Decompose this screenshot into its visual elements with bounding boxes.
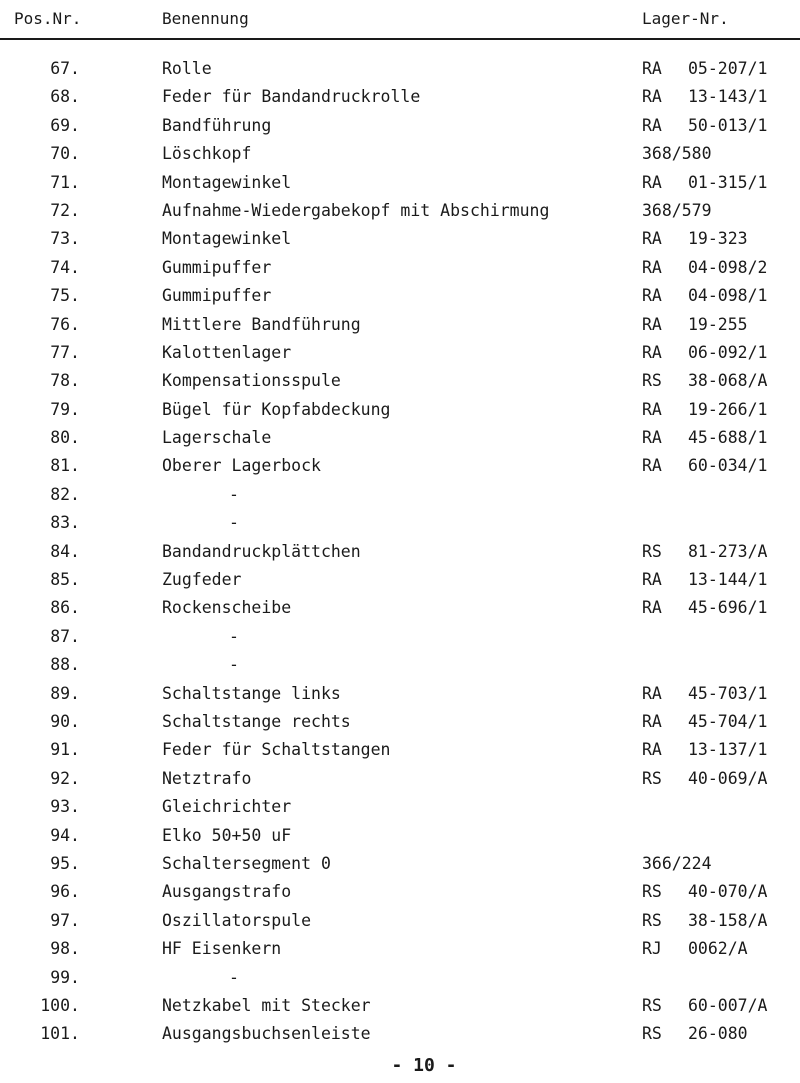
header-benennung: Benennung xyxy=(162,9,249,28)
lager-prefix: RA xyxy=(642,115,662,135)
lager-prefix: RA xyxy=(642,598,662,618)
pos-nr: 73. xyxy=(50,229,80,249)
pos-nr: 72. xyxy=(50,200,80,220)
pos-nr: 78. xyxy=(50,371,80,391)
lager-number: 04-098/2 xyxy=(688,257,768,277)
pos-nr: 69. xyxy=(50,115,80,135)
table-row xyxy=(0,314,800,342)
part-name: Kalottenlager xyxy=(162,342,292,362)
pos-nr: 98. xyxy=(50,939,80,959)
table-row xyxy=(0,881,800,909)
pos-nr: 85. xyxy=(50,570,80,590)
part-name: Rolle xyxy=(162,59,212,78)
lager-number: 13-144/1 xyxy=(688,570,768,590)
table-row xyxy=(0,172,800,200)
table-header xyxy=(0,9,800,33)
lager-number: 368/580 xyxy=(642,144,712,164)
pos-nr: 77. xyxy=(50,342,80,362)
table-row xyxy=(0,58,800,86)
table-row xyxy=(0,711,800,739)
part-name: Bandandruckplättchen xyxy=(162,541,361,561)
part-name: Oszillatorspule xyxy=(162,910,312,930)
pos-nr: 76. xyxy=(50,314,80,334)
table-row xyxy=(0,257,800,285)
lager-number: 01-315/1 xyxy=(688,172,768,192)
lager-number: 40-069/A xyxy=(688,768,768,788)
part-name: - xyxy=(229,513,239,533)
lager-number: 13-137/1 xyxy=(688,740,768,760)
table-row xyxy=(0,200,800,228)
pos-nr: 80. xyxy=(50,428,80,448)
lager-number: 05-207/1 xyxy=(688,59,768,78)
table-row xyxy=(0,768,800,796)
part-name: Feder für Schaltstangen xyxy=(162,740,391,760)
lager-prefix: RS xyxy=(642,541,662,561)
pos-nr: 100. xyxy=(40,995,80,1015)
table-row xyxy=(0,285,800,313)
table-row xyxy=(0,115,800,143)
table-row xyxy=(0,569,800,597)
pos-nr: 91. xyxy=(50,740,80,760)
part-name: Aufnahme-Wiedergabekopf mit Abschirmung xyxy=(162,200,550,220)
part-name: Ausgangsbuchsenleiste xyxy=(162,1024,371,1044)
header-divider xyxy=(0,38,800,40)
lager-number: 45-696/1 xyxy=(688,598,768,618)
part-name: Elko 50+50 uF xyxy=(162,825,292,845)
lager-prefix: RA xyxy=(642,59,662,78)
table-row xyxy=(0,541,800,569)
pos-nr: 84. xyxy=(50,541,80,561)
part-name: Kompensationsspule xyxy=(162,371,341,391)
part-name: Bügel für Kopfabdeckung xyxy=(162,399,391,419)
table-row xyxy=(0,683,800,711)
lager-prefix: RS xyxy=(642,882,662,902)
table-row xyxy=(0,626,800,654)
lager-prefix: RS xyxy=(642,995,662,1015)
lager-number: 40-070/A xyxy=(688,882,768,902)
lager-number: 366/224 xyxy=(642,853,712,873)
lager-number: 04-098/1 xyxy=(688,286,768,306)
header-pos-nr: Pos.Nr. xyxy=(14,9,82,28)
pos-nr: 67. xyxy=(50,59,80,78)
pos-nr: 92. xyxy=(50,768,80,788)
pos-nr: 81. xyxy=(50,456,80,476)
pos-nr: 87. xyxy=(50,626,80,646)
lager-prefix: RJ xyxy=(642,939,662,959)
table-row xyxy=(0,143,800,171)
pos-nr: 93. xyxy=(50,797,80,817)
part-name: - xyxy=(229,655,239,675)
lager-prefix: RS xyxy=(642,371,662,391)
table-row xyxy=(0,484,800,512)
table-row xyxy=(0,597,800,625)
parts-table xyxy=(0,58,800,1052)
lager-prefix: RA xyxy=(642,740,662,760)
lager-number: 19-266/1 xyxy=(688,399,768,419)
pos-nr: 88. xyxy=(50,655,80,675)
lager-prefix: RS xyxy=(642,1024,662,1044)
pos-nr: 70. xyxy=(50,144,80,164)
lager-prefix: RS xyxy=(642,910,662,930)
lager-number: 26-080 xyxy=(688,1024,748,1044)
table-row xyxy=(0,910,800,938)
table-row xyxy=(0,399,800,427)
lager-number: 38-158/A xyxy=(688,910,768,930)
lager-prefix: RA xyxy=(642,570,662,590)
part-name: Bandführung xyxy=(162,115,272,135)
pos-nr: 99. xyxy=(50,967,80,987)
part-name: Schaltersegment 0 xyxy=(162,853,331,873)
part-name: Ausgangstrafo xyxy=(162,882,292,902)
table-row xyxy=(0,853,800,881)
pos-nr: 89. xyxy=(50,683,80,703)
pos-nr: 83. xyxy=(50,513,80,533)
lager-number: 19-323 xyxy=(688,229,748,249)
part-name: - xyxy=(229,484,239,504)
part-name: Gleichrichter xyxy=(162,797,292,817)
table-row xyxy=(0,825,800,853)
page-footer xyxy=(0,1055,800,1076)
table-row xyxy=(0,86,800,114)
pos-nr: 90. xyxy=(50,711,80,731)
part-name: - xyxy=(229,967,239,987)
part-name: HF Eisenkern xyxy=(162,939,282,959)
lager-prefix: RA xyxy=(642,683,662,703)
table-row xyxy=(0,796,800,824)
table-row xyxy=(0,938,800,966)
lager-number: 45-704/1 xyxy=(688,711,768,731)
lager-prefix: RA xyxy=(642,711,662,731)
table-row xyxy=(0,739,800,767)
pos-nr: 74. xyxy=(50,257,80,277)
table-row xyxy=(0,654,800,682)
part-name: Montagewinkel xyxy=(162,229,292,249)
lager-prefix: RA xyxy=(642,456,662,476)
lager-number: 45-703/1 xyxy=(688,683,768,703)
lager-number: 81-273/A xyxy=(688,541,768,561)
part-name: Feder für Bandandruckrolle xyxy=(162,87,421,107)
part-name: Zugfeder xyxy=(162,570,242,590)
part-name: - xyxy=(229,626,239,646)
lager-prefix: RA xyxy=(642,172,662,192)
pos-nr: 95. xyxy=(50,853,80,873)
page-number: - 10 - xyxy=(391,1055,457,1076)
pos-nr: 79. xyxy=(50,399,80,419)
table-row xyxy=(0,995,800,1023)
table-row xyxy=(0,342,800,370)
pos-nr: 97. xyxy=(50,910,80,930)
pos-nr: 96. xyxy=(50,882,80,902)
part-name: Löschkopf xyxy=(162,144,252,164)
part-name: Rockenscheibe xyxy=(162,598,292,618)
part-name: Gummipuffer xyxy=(162,257,272,277)
table-row xyxy=(0,455,800,483)
lager-number: 45-688/1 xyxy=(688,428,768,448)
lager-prefix: RA xyxy=(642,257,662,277)
pos-nr: 71. xyxy=(50,172,80,192)
pos-nr: 86. xyxy=(50,598,80,618)
part-name: Lagerschale xyxy=(162,428,272,448)
lager-prefix: RA xyxy=(642,428,662,448)
part-name: Montagewinkel xyxy=(162,172,292,192)
table-row xyxy=(0,512,800,540)
table-row xyxy=(0,427,800,455)
lager-number: 06-092/1 xyxy=(688,342,768,362)
lager-number: 38-068/A xyxy=(688,371,768,391)
part-name: Schaltstange links xyxy=(162,683,341,703)
lager-prefix: RA xyxy=(642,399,662,419)
part-name: Netztrafo xyxy=(162,768,252,788)
table-row xyxy=(0,967,800,995)
lager-number: 60-034/1 xyxy=(688,456,768,476)
pos-nr: 68. xyxy=(50,87,80,107)
part-name: Netzkabel mit Stecker xyxy=(162,995,371,1015)
lager-prefix: RA xyxy=(642,342,662,362)
lager-prefix: RA xyxy=(642,87,662,107)
table-row xyxy=(0,370,800,398)
lager-prefix: RA xyxy=(642,286,662,306)
table-row xyxy=(0,1023,800,1051)
header-lager-nr: Lager-Nr. xyxy=(642,9,729,28)
lager-number: 60-007/A xyxy=(688,995,768,1015)
lager-prefix: RS xyxy=(642,768,662,788)
table-row xyxy=(0,228,800,256)
part-name: Oberer Lagerbock xyxy=(162,456,321,476)
part-name: Gummipuffer xyxy=(162,286,272,306)
lager-number: 19-255 xyxy=(688,314,748,334)
pos-nr: 94. xyxy=(50,825,80,845)
lager-number: 0062/A xyxy=(688,939,748,959)
lager-number: 368/579 xyxy=(642,200,712,220)
part-name: Mittlere Bandführung xyxy=(162,314,361,334)
lager-number: 13-143/1 xyxy=(688,87,768,107)
part-name: Schaltstange rechts xyxy=(162,711,351,731)
lager-prefix: RA xyxy=(642,229,662,249)
lager-number: 50-013/1 xyxy=(688,115,768,135)
pos-nr: 101. xyxy=(40,1024,80,1044)
pos-nr: 82. xyxy=(50,484,80,504)
lager-prefix: RA xyxy=(642,314,662,334)
pos-nr: 75. xyxy=(50,286,80,306)
